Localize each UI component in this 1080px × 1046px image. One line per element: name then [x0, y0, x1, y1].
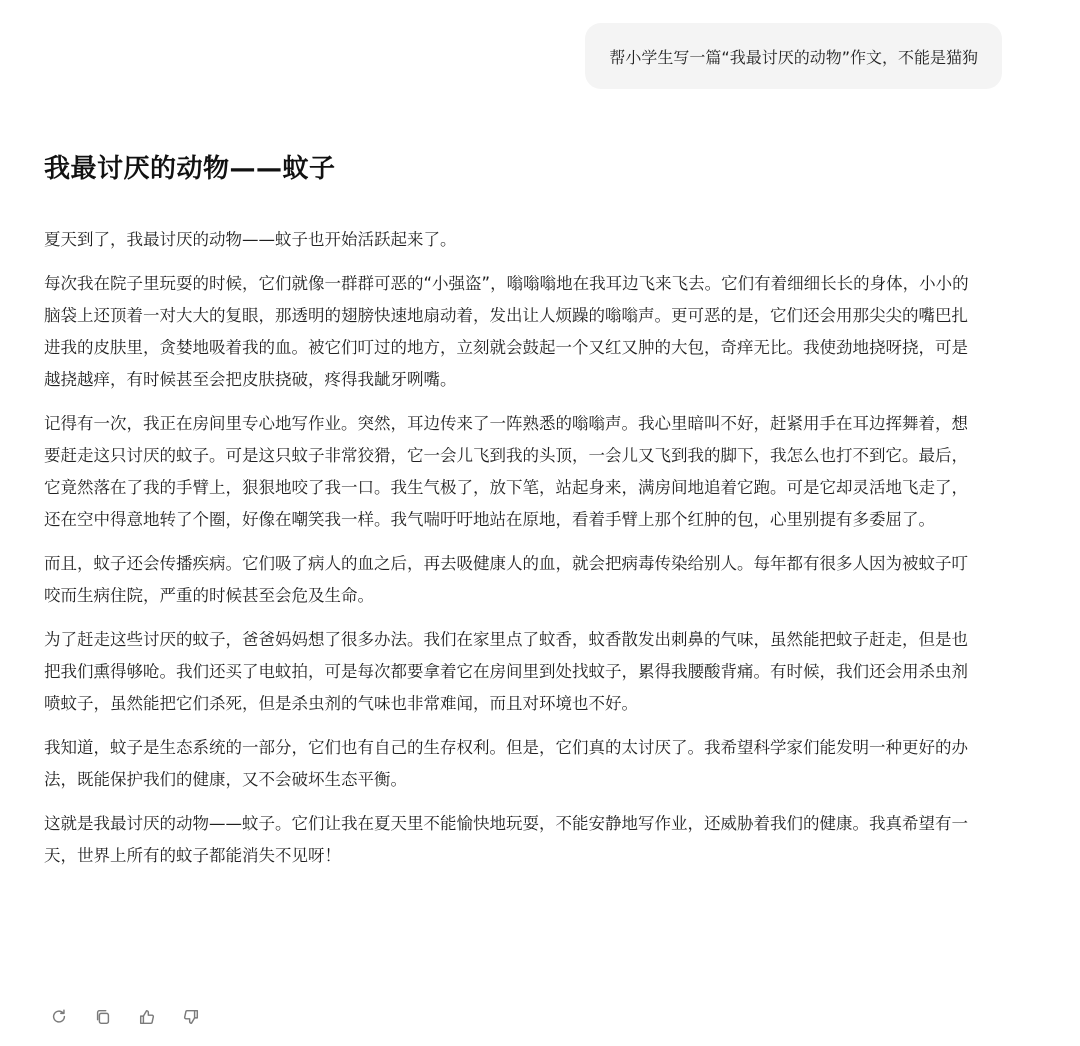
regenerate-icon — [50, 1008, 68, 1026]
thumbs-up-icon — [138, 1008, 156, 1026]
essay-paragraph: 记得有一次，我正在房间里专心地写作业。突然，耳边传来了一阵熟悉的嗡嗡声。我心里暗叫不好，赶紧用手在耳边挥舞着，想要赶走这只讨厌的蚊子。可是这只蚊子非常狡猾，它一会儿飞到我的头顶，一会儿又飞到我的脚下，我怎么也打不到它。最后，它竟然落在了我的手臂上，狠狠地咬了我一口。我生气极了，放下笔，站起身来，满房间地追着它跑。可是它却灵活地飞走了，还在空中得意地转了个圈，好像在嘲笑我一样。我气喘吁吁地站在原地，看着手臂上那个红肿的包，心里别提有多委屈了。 — [44, 414, 968, 529]
essay-paragraph: 我知道，蚊子是生态系统的一部分，它们也有自己的生存权利。但是，它们真的太讨厌了。我希望科学家们能发明一种更好的办法，既能保护我们的健康，又不会破坏生态平衡。 — [44, 738, 968, 789]
assistant-response — [44, 150, 976, 884]
user-message-text: 帮小学生写一篇“我最讨厌的动物”作文，不能是猫狗 — [609, 47, 978, 67]
essay-paragraph: 为了赶走这些讨厌的蚊子，爸爸妈妈想了很多办法。我们在家里点了蚊香，蚊香散发出刺鼻的气味，虽然能把蚊子赶走，但是也把我们熏得够呛。我们还买了电蚊拍，可是每次都要拿着它在房间里到处找蚊子，累得我腰酸背痛。有时候，我们还会用杀虫剂喷蚊子，虽然能把它们杀死，但是杀虫剂的气味也非常难闻，而且对环境也不好。 — [44, 630, 968, 713]
regenerate-button[interactable] — [48, 1006, 70, 1028]
thumbs-down-button[interactable] — [180, 1006, 202, 1028]
user-message-bubble — [585, 23, 1002, 89]
thumbs-down-icon — [182, 1008, 200, 1026]
copy-button[interactable] — [92, 1006, 114, 1028]
essay-title: 我最讨厌的动物——蚊子 — [44, 154, 336, 184]
essay-paragraph: 这就是我最讨厌的动物——蚊子。它们让我在夏天里不能愉快地玩耍，不能安静地写作业，还威胁着我们的健康。我真希望有一天，世界上所有的蚊子都能消失不见呀！ — [44, 814, 968, 865]
thumbs-up-button[interactable] — [136, 1006, 158, 1028]
copy-icon — [94, 1008, 112, 1026]
essay-paragraph: 每次我在院子里玩耍的时候，它们就像一群群可恶的“小强盗”，嗡嗡嗡地在我耳边飞来飞去。它们有着细细长长的身体，小小的脑袋上还顶着一对大大的复眼，那透明的翅膀快速地扇动着，发出让人烦躁的嗡嗡声。更可恶的是，它们还会用那尖尖的嘴巴扎进我的皮肤里，贪婪地吸着我的血。被它们叮过的地方，立刻就会鼓起一个又红又肿的大包，奇痒无比。我使劲地挠呀挠，可是越挠越痒，有时候甚至会把皮肤挠破，疼得我龇牙咧嘴。 — [44, 274, 969, 389]
essay-paragraph: 而且，蚊子还会传播疾病。它们吸了病人的血之后，再去吸健康人的血，就会把病毒传染给别人。每年都有很多人因为被蚊子叮咬而生病住院，严重的时候甚至会危及生命。 — [44, 554, 968, 605]
response-action-bar — [48, 1006, 202, 1028]
essay-paragraph: 夏天到了，我最讨厌的动物——蚊子也开始活跃起来了。 — [44, 230, 457, 249]
